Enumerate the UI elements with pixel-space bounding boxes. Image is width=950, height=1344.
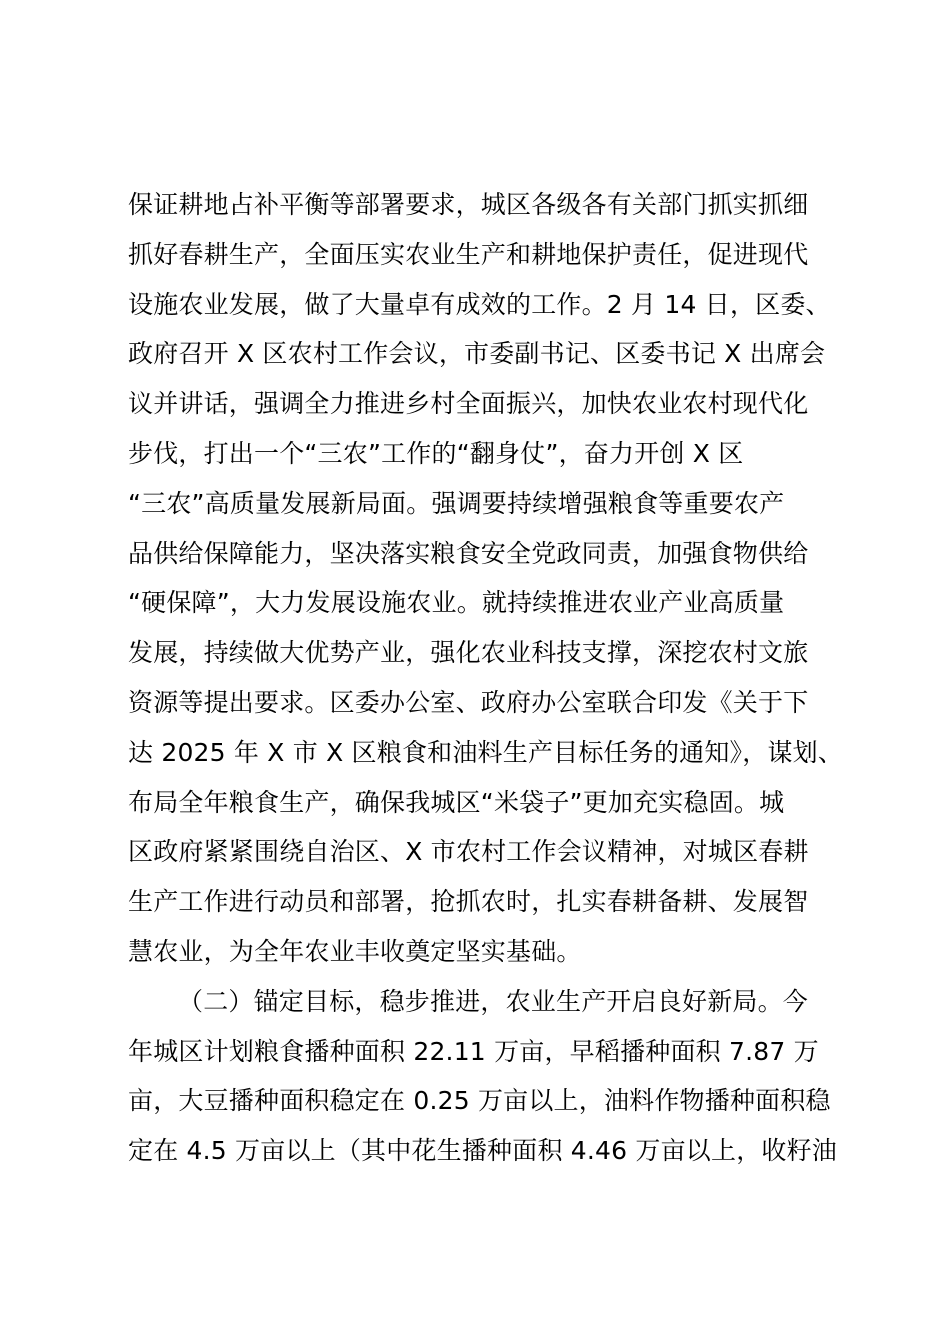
text-line: 设施农业发展，做了大量卓有成效的工作。2 月 14 日，区委、: [128, 289, 831, 319]
section-heading-line: （二）锚定目标，稳步推进，农业生产开启良好新局。今: [178, 986, 809, 1016]
text-line: 发展，持续做大优势产业，强化农业科技支撑，深挖农村文旅: [128, 638, 809, 668]
text-line: 亩，大豆播种面积稳定在 0.25 万亩以上，油料作物播种面积稳: [128, 1086, 831, 1116]
text-line: 议并讲话，强调全力推进乡村全面振兴，加快农业农村现代化: [128, 389, 809, 419]
text-line: 年城区计划粮食播种面积 22.11 万亩，早稻播种面积 7.87 万: [128, 1036, 819, 1066]
body-text: [128, 180, 848, 1176]
text-line: 抓好春耕生产，全面压实农业生产和耕地保护责任，促进现代: [128, 239, 809, 269]
text-line: 资源等提出要求。区委办公室、政府办公室联合印发《关于下: [128, 687, 809, 717]
text-line: 慧农业，为全年农业丰收奠定坚实基础。: [128, 936, 582, 966]
text-line: 布局全年粮食生产，确保我城区“米袋子”更加充实稳固。城: [128, 787, 785, 817]
text-line: 保证耕地占补平衡等部署要求，城区各级各有关部门抓实抓细: [128, 190, 809, 219]
text-line: 品供给保障能力，坚决落实粮食安全党政同责，加强食物供给: [128, 538, 809, 568]
text-line: 区政府紧紧围绕自治区、X 市农村工作会议精神，对城区春耕: [128, 837, 809, 867]
text-line: “硬保障”，大力发展设施农业。就持续推进农业产业高质量: [128, 588, 785, 618]
text-line: 生产工作进行动员和部署，抢抓农时，扎实春耕备耕、发展智: [128, 887, 809, 917]
text-line: 政府召开 X 区农村工作会议，市委副书记、区委书记 X 出席会: [128, 339, 826, 369]
text-line: 定在 4.5 万亩以上（其中花生播种面积 4.46 万亩以上，收籽油: [128, 1136, 838, 1166]
text-line: 步伐，打出一个“三农”工作的“翻身仗”，奋力开创 X 区: [128, 438, 744, 468]
text-line: 达 2025 年 X 市 X 区粮食和油料生产目标任务的通知》，谋划、: [128, 737, 844, 767]
text-line: “三农”高质量发展新局面。强调要持续增强粮食等重要农产: [128, 488, 785, 518]
